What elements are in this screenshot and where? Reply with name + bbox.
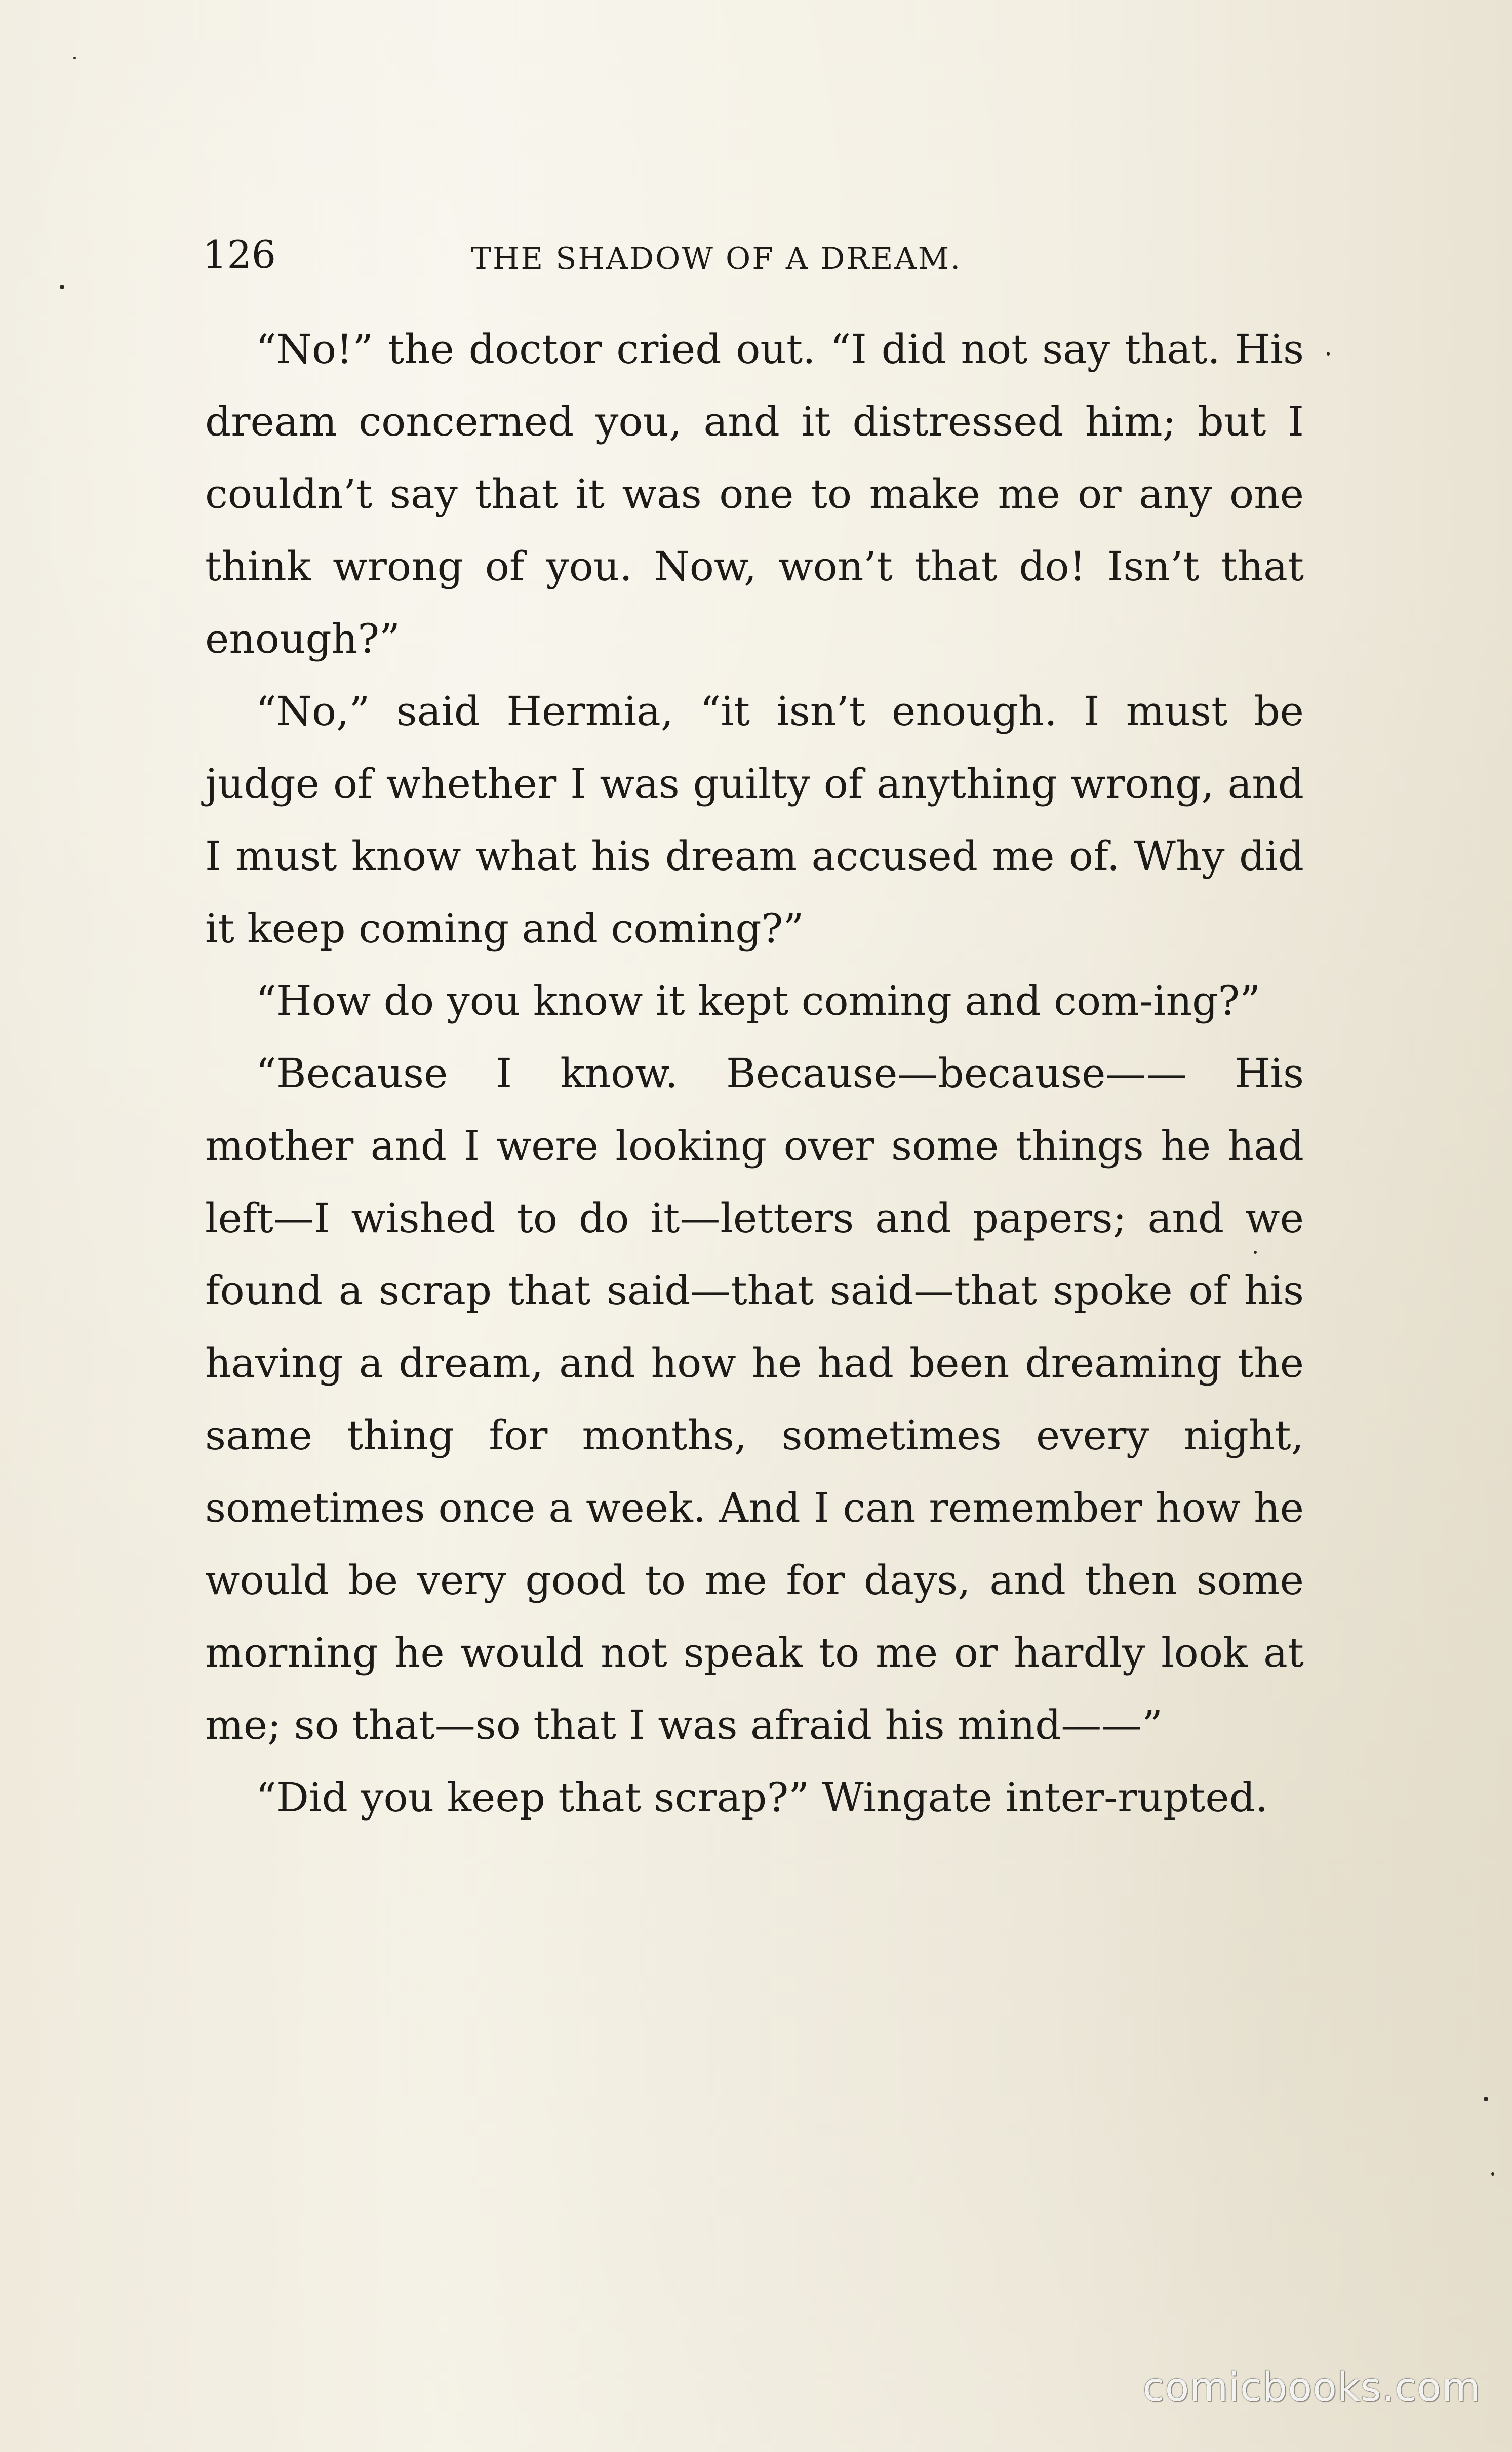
paper-speck xyxy=(73,57,76,59)
body-text xyxy=(205,313,1304,1834)
page-header xyxy=(203,227,1306,283)
paragraph: “Because I know. Because—because—— His mother and I were looking over some things he had left—I wished to do it—letters and papers; and we found a scrap that said—that said—that spoke of his having a dream, and how he had been dreaming the same thing for months, sometimes every night, sometimes once a week. And I can remember how he would be very good to me for days, and then some morning he would not speak to me or hardly look at me; so that—so that I was afraid his mind——” xyxy=(205,1050,1304,1749)
paper-speck xyxy=(60,285,64,289)
paper-speck xyxy=(1484,2097,1488,2101)
paragraph: “No!” the doctor cried out. “I did not say that. His dream concerned you, and it distressed him; but I couldn’t say that it was one to make me or any one think wrong of you. Now, won’t that do! Isn’t that enough?” xyxy=(205,326,1304,662)
paragraph: “Did you keep that scrap?” Wingate inter-rupted. xyxy=(256,1774,1268,1821)
page-number: 126 xyxy=(203,232,276,277)
paragraph: “No,” said Hermia, “it isn’t enough. I must be judge of whether I was guilty of anything wrong, and I must know what his dream accused me of. Why did it keep coming and coming?” xyxy=(205,688,1304,952)
paragraph: “How do you know it kept coming and com-ing?” xyxy=(256,977,1261,1024)
running-head: THE SHADOW OF A DREAM. xyxy=(471,241,962,276)
paper-speck xyxy=(1327,352,1330,356)
watermark: comicbooks.com xyxy=(1142,2365,1481,2410)
paper-speck xyxy=(1254,1251,1257,1254)
paper-speck xyxy=(1491,2172,1494,2176)
